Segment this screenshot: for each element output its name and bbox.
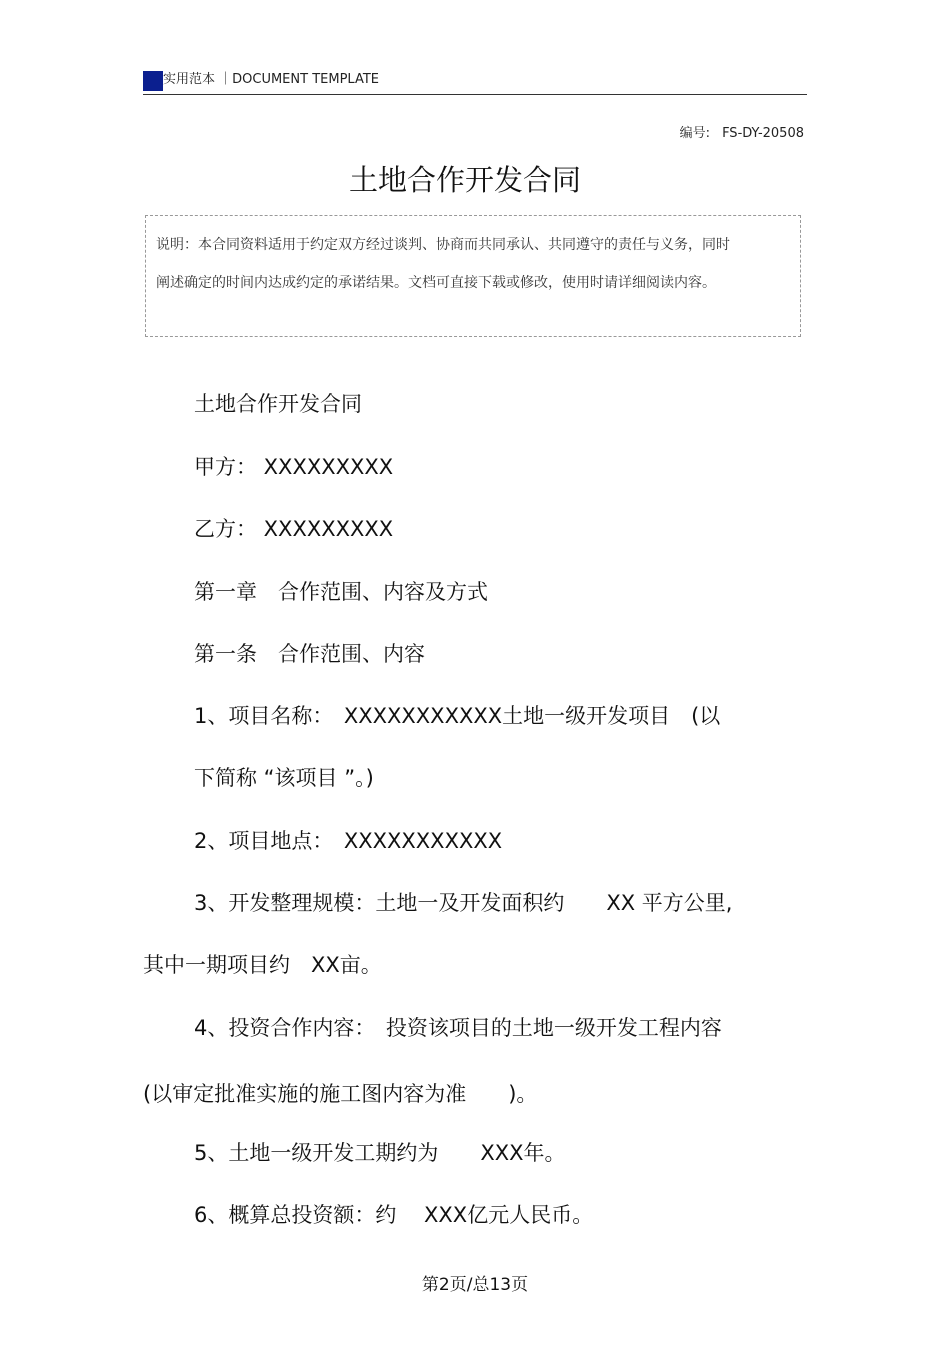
item-3-line-1: 3、开发整理规模：土地一及开发面积约 XX 平方公里,	[194, 891, 733, 915]
chapter-heading: 第一章 合作范围、内容及方式	[194, 580, 488, 604]
party-a-line: 甲方： XXXXXXXXX	[194, 455, 394, 479]
article-heading: 第一条 合作范围、内容	[194, 642, 425, 666]
header-label: 实用范本 ｜DOCUMENT TEMPLATE	[163, 72, 379, 87]
body-heading: 土地合作开发合同	[194, 392, 362, 416]
document-number-value: FS-DY-20508	[722, 126, 804, 141]
item-4-line-2: (以审定批准实施的施工图内容为准 )。	[143, 1082, 538, 1106]
header-logo-square	[143, 71, 163, 91]
party-b-line: 乙方： XXXXXXXXX	[194, 517, 394, 541]
page-header	[143, 68, 807, 95]
item-4-line-1: 4、投资合作内容： 投资该项目的土地一级开发工程内容	[194, 1016, 722, 1040]
item-6-line: 6、概算总投资额：约 XXX亿元人民币。	[194, 1203, 594, 1227]
page-number: 第2页/总13页	[421, 1275, 529, 1295]
item-5-line: 5、土地一级开发工期约为 XXX年。	[194, 1141, 566, 1165]
document-number-label: 编号:	[679, 126, 711, 141]
item-3-line-2: 其中一期项目约 XX亩。	[143, 953, 382, 977]
item-1-line-1: 1、项目名称： XXXXXXXXXXX土地一级开发项目 (以	[194, 704, 721, 728]
item-2-line: 2、项目地点： XXXXXXXXXXX	[194, 829, 503, 853]
item-1-line-2: 下简称 “该项目 ”。)	[194, 766, 374, 790]
document-title: 土地合作开发合同	[348, 163, 581, 197]
description-text: 说明：本合同资料适用于约定双方经过谈判、协商而共同承认、共同遵守的责任与义务，同时阐述确定的时间内达成约定的承诺结果。文档可直接下载或修改，使用时请详细阅读内容。	[156, 237, 730, 291]
description-box	[145, 215, 801, 337]
document-number	[680, 126, 804, 142]
